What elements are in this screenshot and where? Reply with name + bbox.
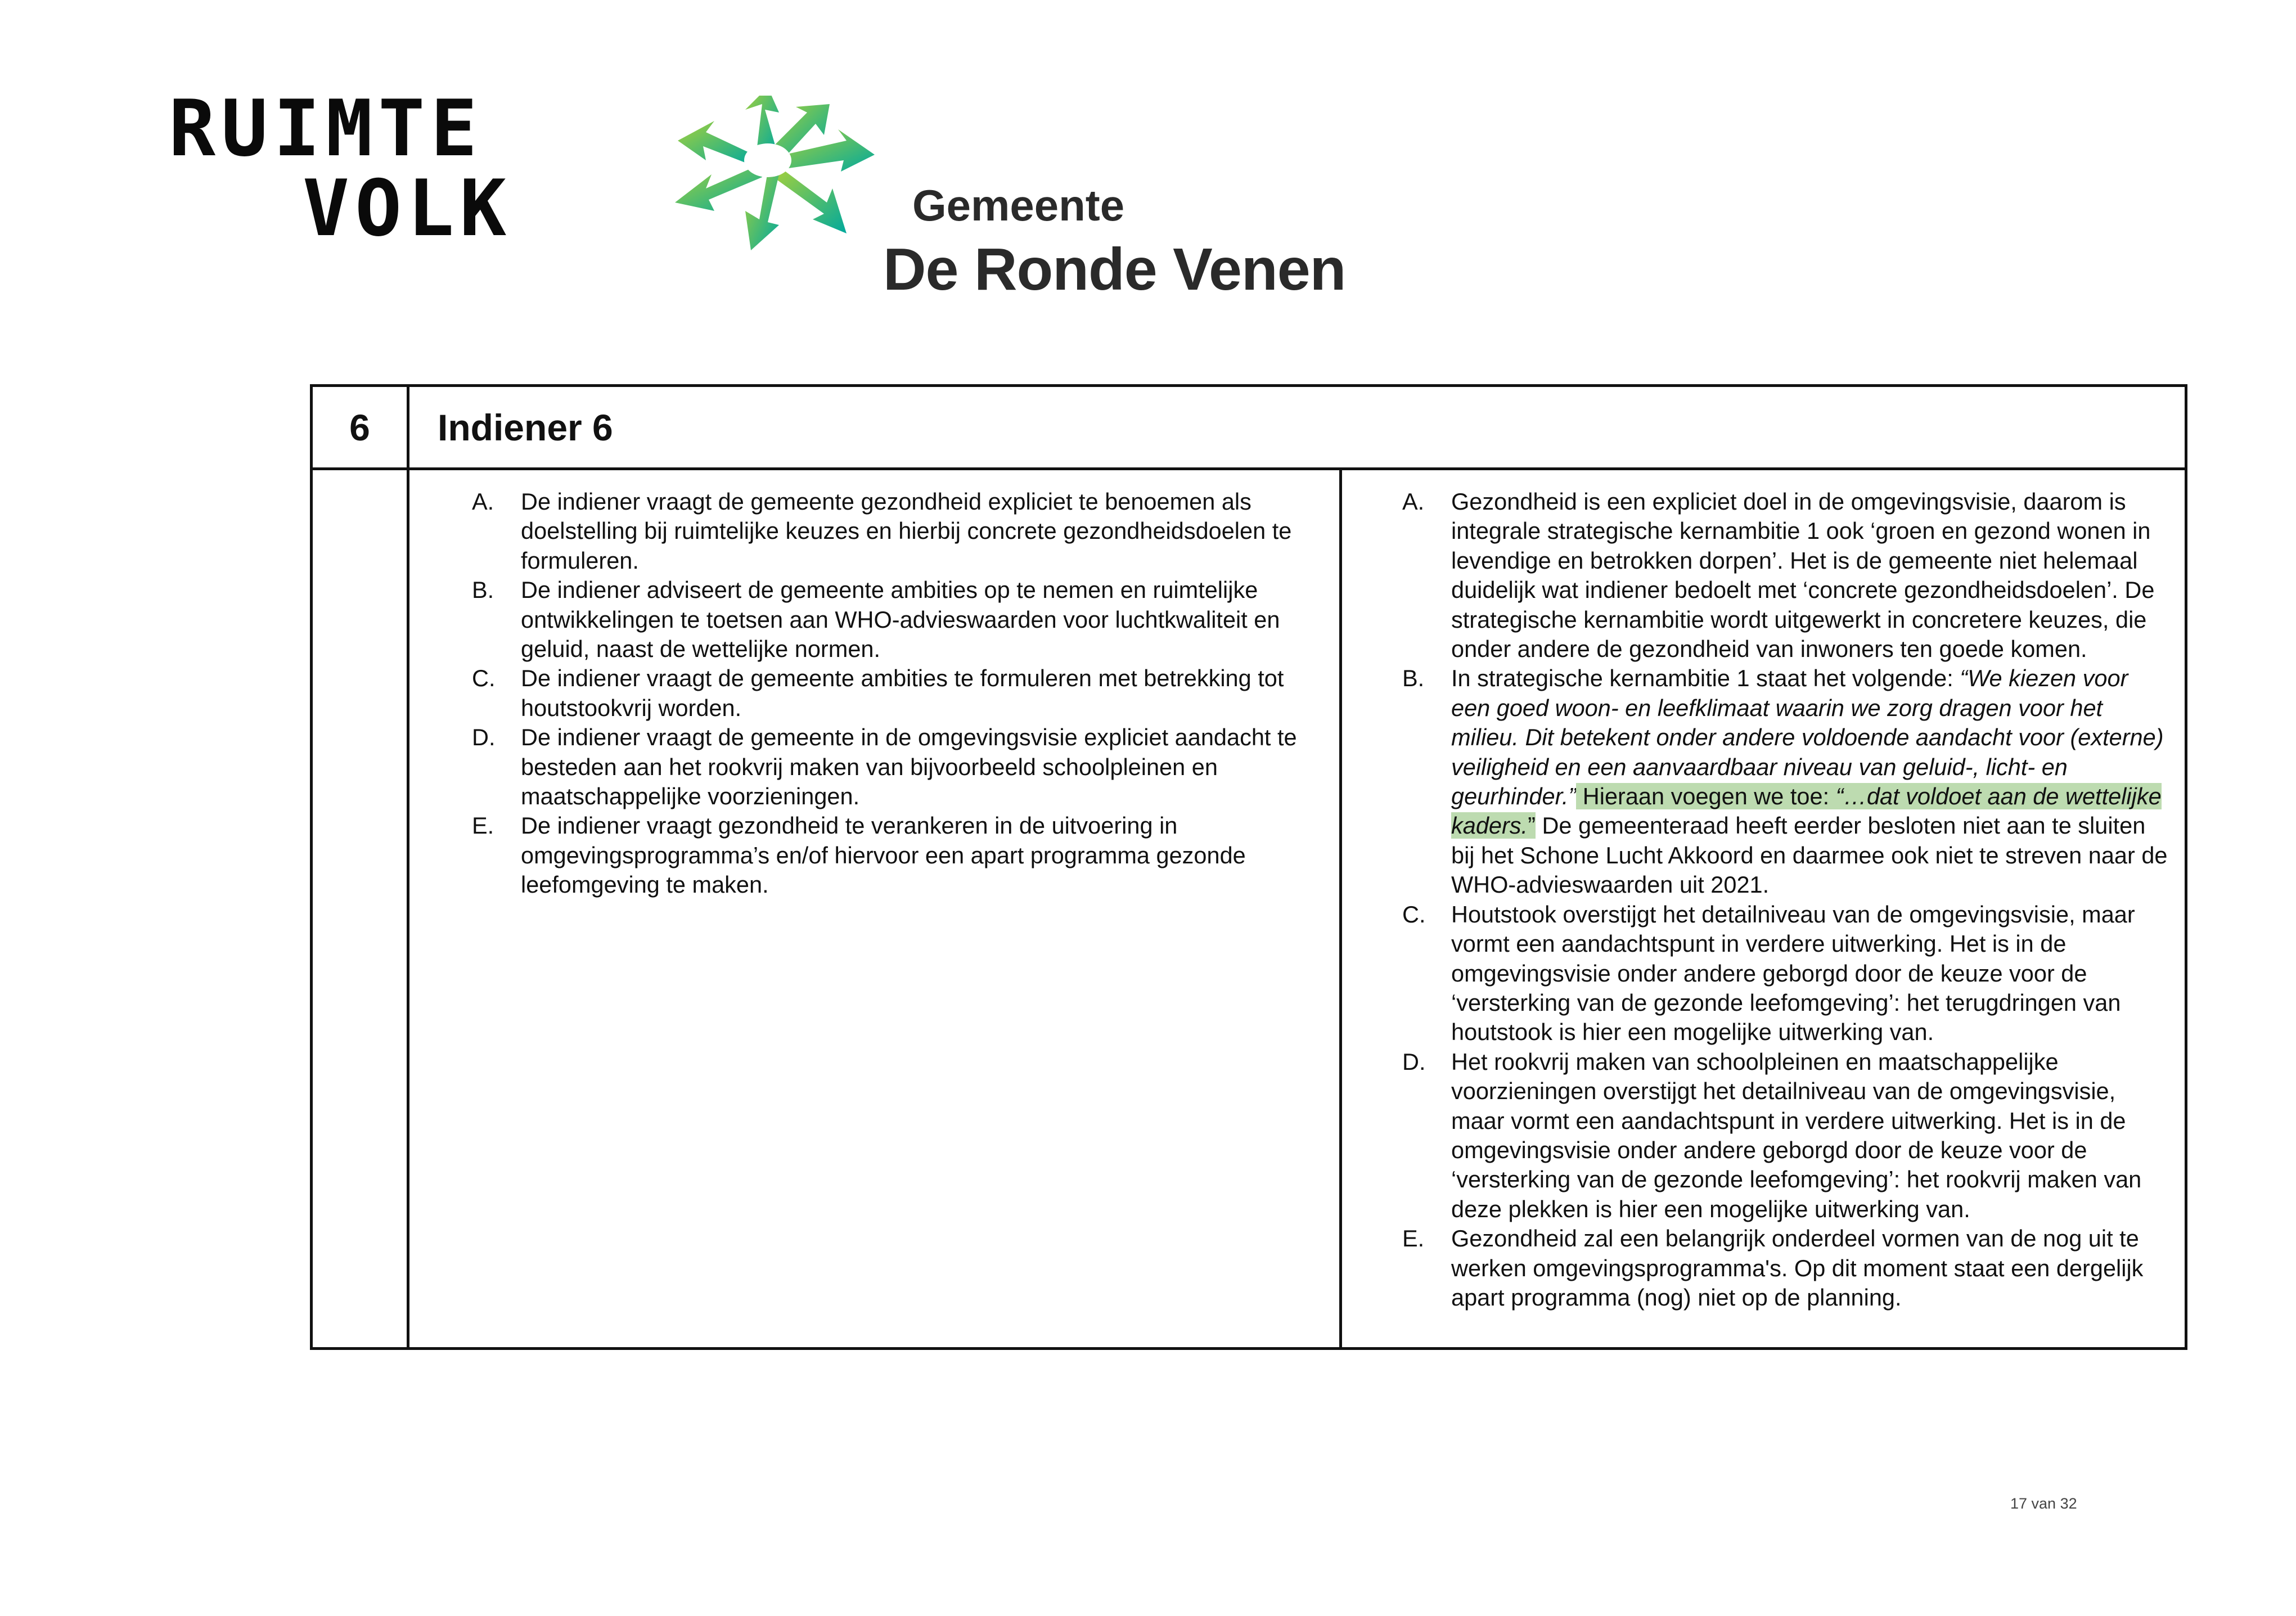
- response-list: [1402, 487, 2173, 1312]
- submission-list: [472, 487, 1327, 900]
- submitter-number: 6: [349, 406, 370, 448]
- list-item: B. De indiener adviseert de gemeente ambities op te nemen en ruimtelijke ontwikkelingen te toetsen aan WHO-advieswaarden voor luchtkwaliteit en geluid, naast de wettelijke normen.: [472, 577, 1280, 663]
- quote-text: “We kiezen voor een goed woon- en leefklimaat waarin we zorg dragen voor het milieu. Dit betekent onder andere voldoende aandacht voor (externe) veiligheid en een aanvaardbaar niveau van geluid-, licht- en geurhinder.”: [1451, 665, 2164, 810]
- highlighted-text: Hieraan voegen we toe: “…dat voldoet aan de wettelijke kaders.”: [1451, 783, 2162, 839]
- gemeente-label: Gemeente: [912, 181, 1125, 230]
- list-item: D. De indiener vraagt de gemeente in de omgevingsvisie expliciet aandacht te besteden aan het rookvrij maken van bijvoorbeeld schoolpleinen en maatschappelijke voorzieningen.: [472, 724, 1297, 810]
- gemeente-logo-text: [883, 180, 1345, 304]
- list-item: C. De indiener vraagt de gemeente ambities te formuleren met betrekking tot houtstookvrij worden.: [472, 665, 1284, 721]
- list-item: B. In strategische kernambitie 1 staat het volgende: “We kiezen voor een goed woon- en leefklimaat waarin we zorg dragen voor het milieu. Dit betekent onder andere voldoende aandacht voor (externe) veiligheid en een aanvaardbaar niveau van geluid-, licht- en geurhinder.” Hieraan voegen we toe: “…dat voldoet aan de wettelijke kaders.” De gemeenteraad heeft eerder besloten niet aan te sluiten bij het Schone Lucht Akkoord en daarmee ook niet te streven naar de WHO-advieswaarden uit 2021.: [1402, 665, 2168, 898]
- list-item: C. Houtstook overstijgt het detailniveau van de omgevingsvisie, maar vormt een aandachtspunt in verdere uitwerking. Het is in de omgevingsvisie onder andere geborgd door de keuze voor de ‘versterking van de gezonde leefomgeving’: het terugdringen van houtstook is hier een mogelijke uitwerking van.: [1402, 901, 2135, 1046]
- page-number: 17 van 32: [2010, 1495, 2077, 1512]
- list-item: A. De indiener vraagt de gemeente gezondheid expliciet te benoemen als doelstelling bij ruimtelijke keuzes en hierbij concrete gezondheidsdoelen te formuleren.: [472, 488, 1292, 574]
- response-table: [310, 384, 2187, 1350]
- list-item: D. Het rookvrij maken van schoolpleinen en maatschappelijke voorzieningen overstijgt het detailniveau van de omgevingsvisie, maar vormt een aandachtspunt in verdere uitwerking. Het is in de omgevingsvisie onder andere geborgd door de keuze voor de ‘versterking van de gezonde leefomgeving’: het rookvrij maken van deze plekken is hier een mogelijke uitwerking van.: [1402, 1048, 2142, 1222]
- list-item: E. De indiener vraagt gezondheid te verankeren in de uitvoering in omgevingsprogramma’s en/of hiervoor een apart programma gezonde leefomgeving te maken.: [472, 812, 1246, 898]
- ruimtevolk-logo: [169, 83, 512, 254]
- table-header-row: [313, 387, 2185, 470]
- middle-column-divider: [1339, 470, 1342, 1347]
- submitter-title: Indiener 6: [438, 406, 613, 448]
- list-item: E. Gezondheid zal een belangrijk onderdeel vormen van de nog uit te werken omgevingsprogramma's. Op dit moment staat een dergelijk apart programma (nog) niet op de planning.: [1402, 1225, 2144, 1311]
- gemeente-emblem-icon: [652, 96, 889, 264]
- ruimtevolk-logo-line2: VOLK: [303, 163, 512, 254]
- number-column-divider: [407, 387, 409, 1347]
- gemeente-name: De Ronde Venen: [883, 236, 1346, 303]
- list-item: A. Gezondheid is een expliciet doel in de omgevingsvisie, daarom is integrale strategische kernambitie 1 ook ‘groen en gezond wonen in levendige en betrokken dorpen’. Het is de gemeente niet helemaal duidelijk wat indiener bedoelt met ‘concrete gezondheidsdoelen’. De strategische kernambitie wordt uitgewerkt in concretere keuzes, die onder andere de gezondheid van inwoners ten goede komen.: [1402, 488, 2155, 663]
- ruimtevolk-logo-line1: RUIMTE: [169, 83, 483, 174]
